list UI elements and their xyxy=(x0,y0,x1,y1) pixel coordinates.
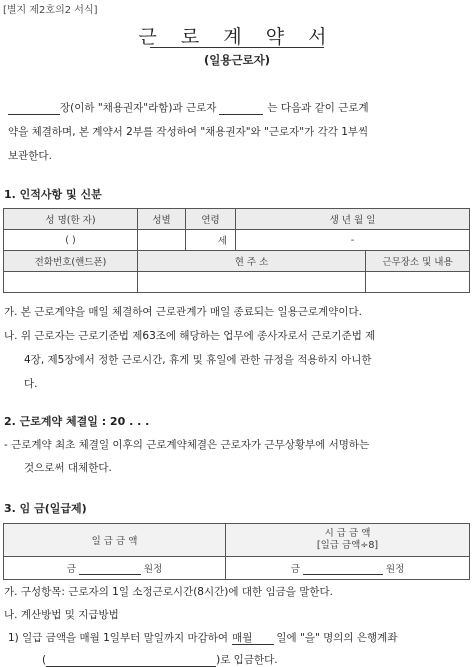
header-phone: 전화번호(핸드폰) xyxy=(4,251,138,272)
section-1-note-b-2: 4장, 제5장에서 정한 근로시간, 휴게 및 휴일에 관한 규정을 적용하지 아니한 xyxy=(24,354,372,366)
intro-line-2: 약을 체결하며, 본 계약서 2부를 작성하여 "채용권자"와 "근로자"가 각각 1부씩 xyxy=(8,126,369,138)
form-number: [별지 제2호의2 서식] xyxy=(3,5,98,16)
workplace-cell[interactable] xyxy=(366,272,470,293)
section-2-note-2: 것으로써 대체한다. xyxy=(24,462,112,474)
wage-table xyxy=(3,523,470,580)
header-hourly-wage-line-2: [일급 금액÷8] xyxy=(316,540,379,551)
section-2-note-1: - 근로계약 최초 체결일 이후의 근로계약체결은 근로자가 근무상황부에 서명하는 xyxy=(4,439,370,451)
header-workplace: 근무장소 및 내용 xyxy=(366,251,470,272)
section-1-note-a: 가. 본 근로계약을 매일 체결하여 근로관계가 매일 종료되는 일용근로계약이다. xyxy=(4,306,362,318)
daily-wage-cell[interactable] xyxy=(4,557,226,580)
header-address: 현 주 소 xyxy=(138,251,366,272)
note-1-text-c: 일에 "을" 명의의 은행계좌 xyxy=(276,632,398,644)
worker-name-blank[interactable] xyxy=(219,103,263,115)
header-age: 연령 xyxy=(186,209,236,230)
section-3-note-b: 나. 계산방법 및 지급방법 xyxy=(4,609,119,621)
header-hourly-wage-line-1: 시 급 금 액 xyxy=(324,528,371,539)
address-cell[interactable] xyxy=(138,272,366,293)
intro-text-1a: 장(이하 "채용권자"라함)과 근로자 xyxy=(60,102,217,114)
header-birthdate: 생 년 월 일 xyxy=(236,209,470,230)
age-cell[interactable]: 세 xyxy=(186,230,236,251)
header-hourly-wage xyxy=(226,524,470,557)
note-1-text-a: 1) 일급 금액을 매월 1일부터 말일까지 마감하여 xyxy=(8,632,229,644)
daily-wage-prefix: 금 xyxy=(66,564,76,575)
hourly-wage-prefix: 금 xyxy=(290,564,300,575)
name-cell[interactable]: ( ) xyxy=(4,230,138,251)
bank-account-blank[interactable] xyxy=(46,655,216,667)
document-subtitle: (일용근로자) xyxy=(203,53,271,67)
birthdate-cell[interactable]: - xyxy=(236,230,470,251)
hourly-wage-blank[interactable] xyxy=(303,563,383,575)
intro-line-1 xyxy=(8,100,369,115)
account-open-paren: ( xyxy=(42,654,47,666)
note-2-text-b: )로 입금한다. xyxy=(216,654,278,666)
pay-day-field[interactable]: 매월 xyxy=(232,632,274,645)
section-1-note-b-3: 다. xyxy=(24,378,38,390)
hourly-wage-suffix: 원정 xyxy=(385,564,405,575)
employer-name-blank[interactable] xyxy=(8,103,60,115)
intro-text-1b: 는 다음과 같이 근로계 xyxy=(267,102,369,114)
section-3-note-1 xyxy=(8,630,397,645)
header-name: 성 명(한 자) xyxy=(4,209,138,230)
daily-wage-blank[interactable] xyxy=(79,563,141,575)
header-daily-wage: 일 급 금 액 xyxy=(4,524,226,557)
phone-cell[interactable] xyxy=(4,272,138,293)
section-3-title: 3. 임 금(일급제) xyxy=(4,502,87,515)
section-1-title: 1. 인적사항 및 신분 xyxy=(4,188,102,201)
daily-wage-suffix: 원정 xyxy=(143,564,163,575)
section-1-note-b-1: 나. 위 근로자는 근로기준법 제63조에 해당하는 업무에 종사자로서 근로기준법 제 xyxy=(4,330,376,342)
gender-cell[interactable] xyxy=(138,230,186,251)
document-title: 근 로 계 약 서 xyxy=(138,26,336,48)
section-3-note-a: 가. 구성항목: 근로자의 1일 소정근로시간(8시간)에 대한 임금을 말한다. xyxy=(4,586,333,598)
title-underline xyxy=(150,47,324,48)
header-gender: 성별 xyxy=(138,209,186,230)
hourly-wage-cell[interactable] xyxy=(226,557,470,580)
intro-line-3: 보관한다. xyxy=(8,150,52,162)
personal-info-table xyxy=(3,208,470,293)
section-2-title: 2. 근로계약 체결일 : 20 . . . xyxy=(4,415,150,428)
